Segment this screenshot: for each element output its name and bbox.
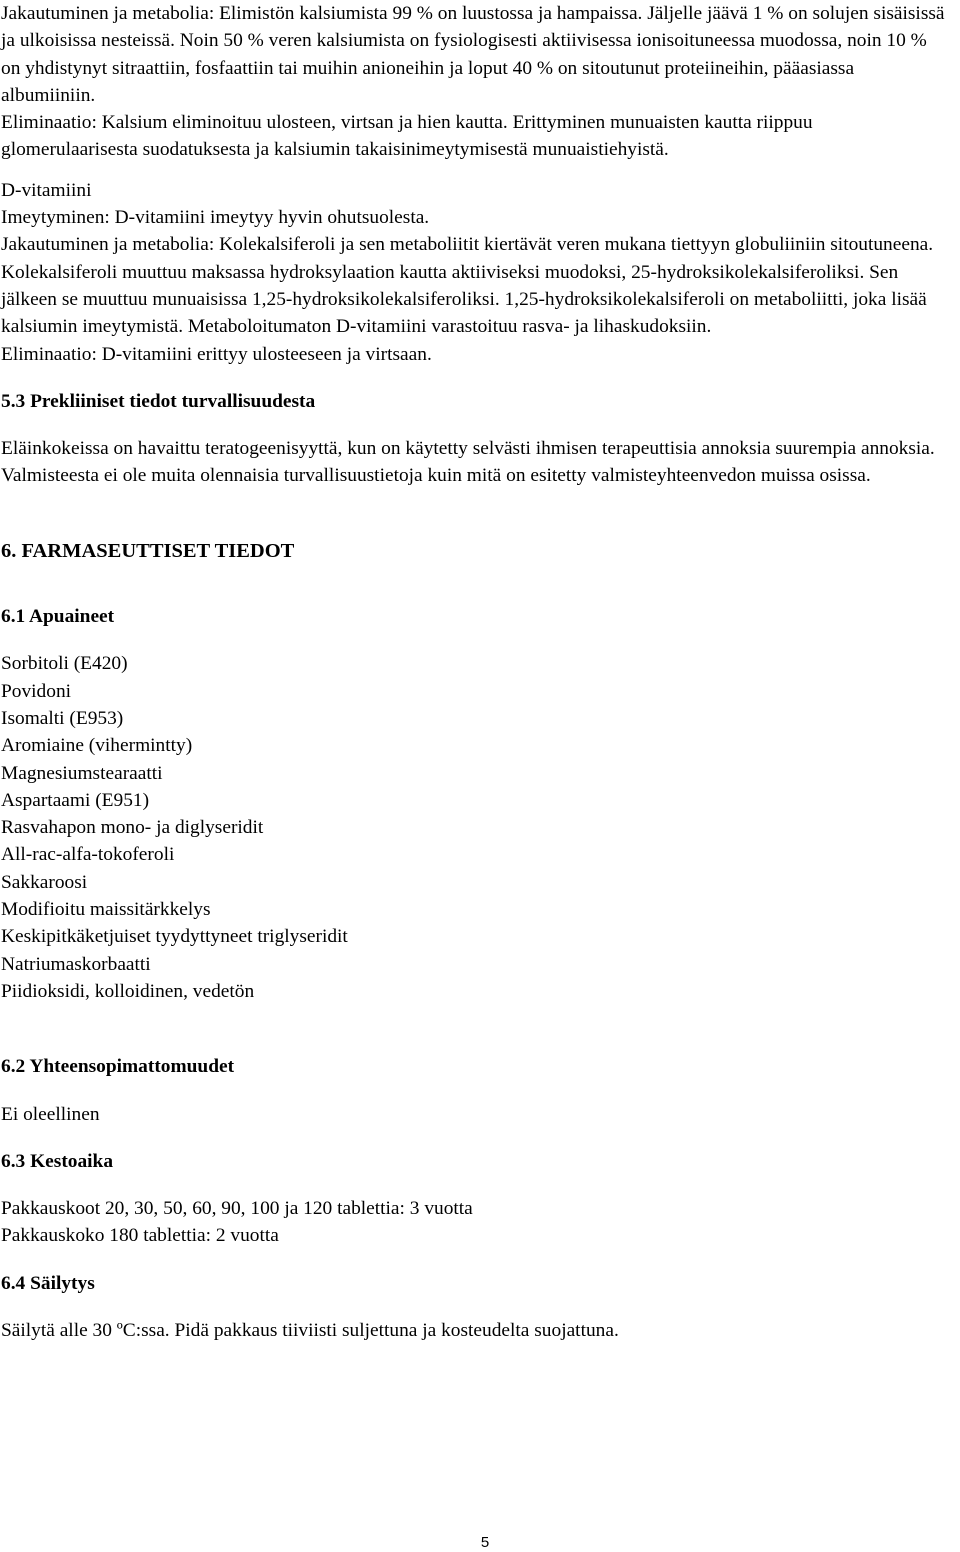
excipient-item: Sakkaroosi [1,871,88,893]
section-6-4-text: Säilytä alle 30 ºC:ssa. Pidä pakkaus tiiviisti suljettuna ja kosteudelta suojattuna. [1,1319,619,1341]
spacer [1,415,951,435]
section-6-2-heading: 6.2 Yhteensopimattomuudet [1,1056,235,1078]
spacer [1,630,951,650]
spacer [1,1081,951,1101]
excipient-item: Piidioksidi, kolloidinen, vedetön [1,980,255,1002]
excipient-item: Aromiaine (vihermintty) [1,735,193,757]
vitamin-d-elimination: Eliminaatio: D-vitamiini erittyy ulosteeseen ja virtsaan. [1,343,432,365]
section-6-4-heading: 6.4 Säilytys [1,1272,95,1294]
spacer [1,164,951,177]
spacer [1,1297,951,1317]
spacer [1,1005,951,1053]
spacer [1,1250,951,1270]
excipient-item: Povidoni [1,680,72,702]
excipient-item: All-rac-alfa-tokoferoli [1,844,175,866]
vitamin-d-absorption: Imeytyminen: D-vitamiini imeytyy hyvin ohutsuolesta. [1,207,430,229]
section-5-3-text: Eläinkokeissa on havaittu teratogeenisyyttä, kun on käytetty selvästi ihmisen terapeuttisia annoksia suurempia annoksia. Valmisteesta ei ole muita olennaisia turvallisuustietoja kuin mitä on esitetty valmisteyhteenvedon muissa osissa. [1,438,935,487]
excipient-item: Natriumaskorbaatti [1,953,151,975]
intro-distribution-paragraph: Jakautuminen ja metabolia: Elimistön kalsiumista 99 % on luustossa ja hampaissa. Jäljelle jäävä 1 % on solujen sisäisissä ja ulkoisissa nesteissä. Noin 50 % veren kalsiumista on fysiologisesti aktiivisessa ionisoituneessa muodossa, noin 10 % on yhdistynyt sitraattiin, fosfaattiin tai muihin anioneihin ja loput 40 % on sitoutunut proteiineihin, pääasiassa albumiiniin. [1,3,945,106]
spacer [1,490,951,538]
excipient-item: Magnesiumstearaatti [1,762,163,784]
excipient-item: Modifioitu maissitärkkelys [1,899,211,921]
section-5-3-heading: 5.3 Prekliiniset tiedot turvallisuudesta [1,390,316,412]
spacer [1,565,951,603]
excipient-item: Rasvahapon mono- ja diglyseridit [1,817,264,839]
section-6-3-heading: 6.3 Kestoaika [1,1150,114,1172]
section-6-1-heading: 6.1 Apuaineet [1,606,115,628]
vitamin-d-heading: D-vitamiini [1,179,92,201]
excipient-item: Aspartaami (E951) [1,789,150,811]
excipient-item: Keskipitkäketjuiset tyydyttyneet triglyseridit [1,926,348,948]
shelf-life-line-2: Pakkauskoko 180 tablettia: 2 vuotta [1,1225,279,1247]
excipients-list [1,650,951,1005]
shelf-life-line-1: Pakkauskoot 20, 30, 50, 60, 90, 100 ja 120 tablettia: 3 vuotta [1,1198,473,1220]
intro-elimination-paragraph: Eliminaatio: Kalsium eliminoituu ulosteen, virtsan ja hien kautta. Erittyminen munuaisten kautta riippuu glomerulaarisesta suodatuksesta ja kalsiumin takaisinimeytymisestä munuaistiehyistä. [1,112,813,161]
spacer [1,1175,951,1195]
page-number: 5 [480,1534,490,1551]
spacer [1,368,951,388]
excipient-item: Sorbitoli (E420) [1,653,128,675]
excipient-item: Isomalti (E953) [1,707,124,729]
vitamin-d-distribution: Jakautuminen ja metabolia: Kolekalsiferoli ja sen metaboliitit kiertävät veren mukana tiettyyn globuliiniin sitoutuneena. Kolekalsiferoli muuttuu maksassa hydroksylaation kautta aktiiviseksi muodoksi, 25-hydroksikolekalsiferoliksi. Sen jälkeen se muuttuu munuaisissa 1,25-hydroksikolekalsiferoliksi. 1,25-hydroksikolekalsiferoli on metaboliitti, joka lisää kalsiumin imeytymistä. Metaboloitumaton D-vitamiini varastoituu rasva- ja lihaskudoksiin. [1,234,934,338]
document-page [1,0,951,1344]
section-6-heading: 6. FARMASEUTTISET TIEDOT [1,539,295,562]
spacer [1,1128,951,1148]
section-6-2-text: Ei oleellinen [1,1103,100,1125]
